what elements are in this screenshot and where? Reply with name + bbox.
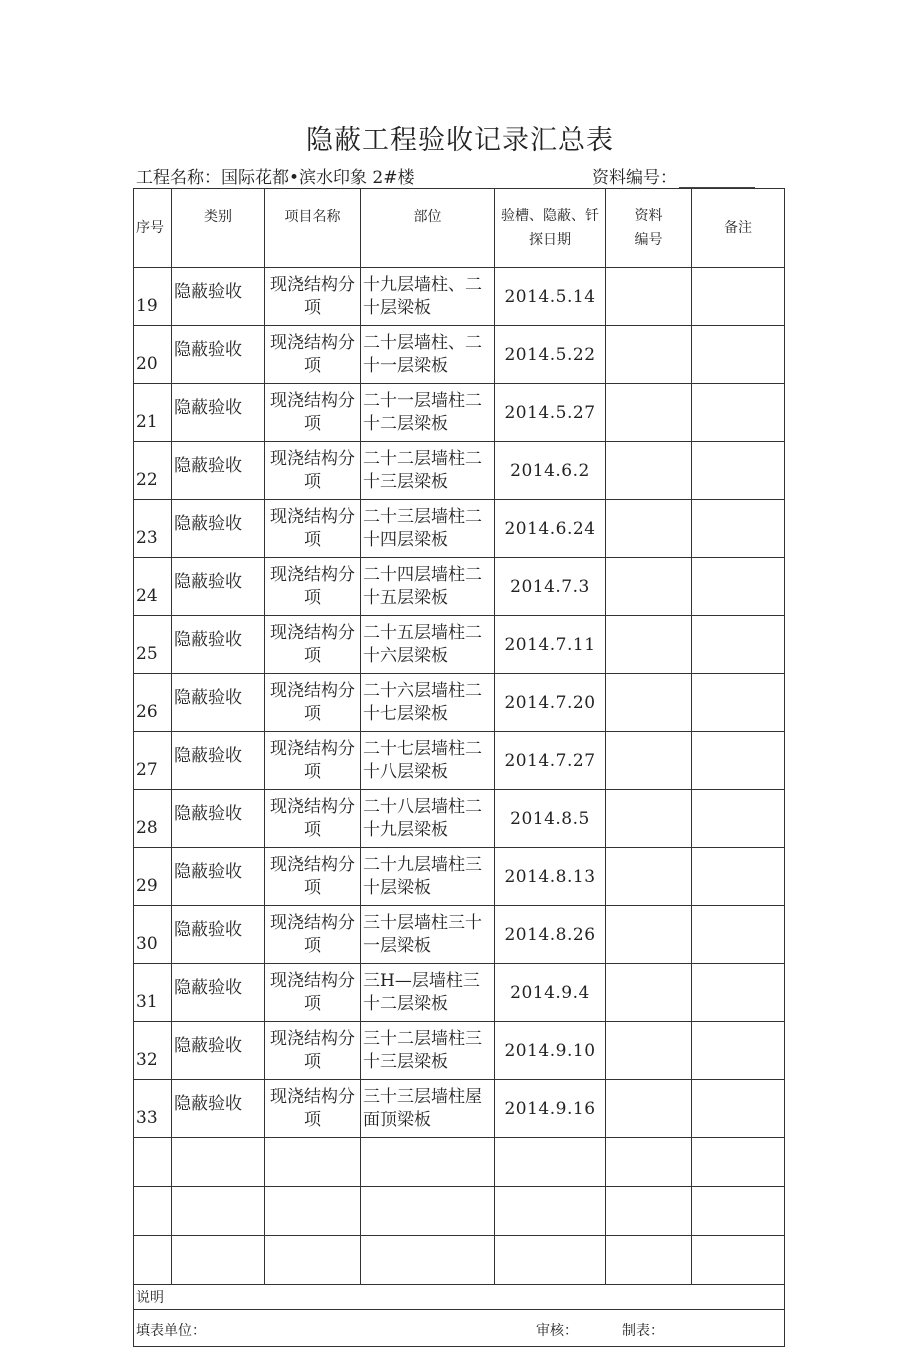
header-project: 项目名称 [265,189,361,268]
row-project-line1: 现浇结构分 [270,274,355,295]
row-part-line2: 一层梁板 [363,935,431,956]
row-doc-no [606,1022,692,1080]
row-category: 隐蔽验收 [172,442,265,500]
row-seq: 20 [134,326,172,384]
row-part-line2: 十二层梁板 [363,993,448,1014]
row-seq: 26 [134,674,172,732]
row-doc-no [606,964,692,1022]
row-part-line2: 十六层梁板 [363,645,448,666]
row-doc-no [606,1080,692,1138]
row-project [265,964,361,1022]
row-project-line2: 项 [304,935,321,956]
row-part [361,1022,495,1080]
row-project [265,500,361,558]
row-project [265,1080,361,1138]
row-doc-no [606,384,692,442]
row-part-line1: 二十一层墙柱二 [363,390,482,411]
blank-row [134,1138,785,1187]
row-seq: 30 [134,906,172,964]
row-part-line1: 二十四层墙柱二 [363,564,482,585]
row-date: 2014.8.5 [495,790,606,848]
table-row [134,268,785,326]
row-project [265,442,361,500]
row-remark [692,1022,785,1080]
row-project-line2: 项 [304,1051,321,1072]
row-date: 2014.9.16 [495,1080,606,1138]
table-row [134,1080,785,1138]
row-project-line1: 现浇结构分 [270,1086,355,1107]
row-part-line2: 十四层梁板 [363,529,448,550]
row-project [265,790,361,848]
row-part-line2: 十一层梁板 [363,355,448,376]
header-remark: 备注 [692,189,785,268]
header-doc-no [606,189,692,268]
row-project-line2: 项 [304,587,321,608]
row-part-line2: 十二层梁板 [363,413,448,434]
header-category: 类别 [172,189,265,268]
row-category: 隐蔽验收 [172,558,265,616]
row-project-line1: 现浇结构分 [270,854,355,875]
fill-unit-label: 填表单位： [136,1323,206,1339]
row-project [265,558,361,616]
blank-row [134,1187,785,1236]
row-doc-no [606,442,692,500]
row-project-line2: 项 [304,993,321,1014]
row-category: 隐蔽验收 [172,848,265,906]
row-part [361,848,495,906]
row-part-line1: 二十六层墙柱二 [363,680,482,701]
header-part: 部位 [361,189,495,268]
row-doc-no [606,268,692,326]
row-seq: 23 [134,500,172,558]
note-row [134,1285,785,1310]
row-part-line2: 十八层梁板 [363,761,448,782]
row-seq: 31 [134,964,172,1022]
row-remark [692,790,785,848]
row-remark [692,616,785,674]
row-category: 隐蔽验收 [172,1022,265,1080]
row-part [361,384,495,442]
row-category: 隐蔽验收 [172,732,265,790]
row-remark [692,674,785,732]
row-category: 隐蔽验收 [172,1080,265,1138]
row-date: 2014.7.3 [495,558,606,616]
row-project [265,616,361,674]
row-doc-no [606,616,692,674]
table-body [134,268,785,1138]
row-remark [692,442,785,500]
row-part [361,616,495,674]
row-part [361,732,495,790]
row-project-line2: 项 [304,529,321,550]
row-project-line1: 现浇结构分 [270,506,355,527]
row-project-line1: 现浇结构分 [270,448,355,469]
row-part-line2: 十层梁板 [363,297,431,318]
row-date: 2014.6.2 [495,442,606,500]
page-title: 隐蔽工程验收记录汇总表 [306,125,614,156]
row-project [265,674,361,732]
row-seq: 25 [134,616,172,674]
row-category: 隐蔽验收 [172,964,265,1022]
row-category: 隐蔽验收 [172,790,265,848]
footer-row [134,1310,785,1347]
row-part-line2: 十三层梁板 [363,471,448,492]
row-part [361,1080,495,1138]
project-name: 工程名称：国际花都•滨水印象 2#楼 [136,168,415,188]
row-date: 2014.8.13 [495,848,606,906]
row-project [265,384,361,442]
row-remark [692,500,785,558]
row-project-line2: 项 [304,819,321,840]
table-row [134,732,785,790]
row-date: 2014.7.20 [495,674,606,732]
row-date: 2014.6.24 [495,500,606,558]
table-row [134,558,785,616]
row-remark [692,268,785,326]
row-part [361,268,495,326]
row-remark [692,326,785,384]
summary-table [133,188,785,1347]
row-part [361,964,495,1022]
row-part [361,790,495,848]
table-row [134,326,785,384]
row-seq: 24 [134,558,172,616]
row-part-line2: 面顶梁板 [363,1109,431,1130]
row-project-line2: 项 [304,703,321,724]
row-project [265,732,361,790]
row-project-line1: 现浇结构分 [270,332,355,353]
row-date: 2014.9.10 [495,1022,606,1080]
document-number-label: 资料编号： [592,168,677,188]
row-date: 2014.7.27 [495,732,606,790]
row-part-line2: 十九层梁板 [363,819,448,840]
footer-cell [134,1310,785,1347]
header-row [134,189,785,268]
row-part-line1: 二十层墙柱、二 [363,332,482,353]
row-part [361,906,495,964]
maker-label: 制表： [622,1323,664,1339]
row-part-line1: 二十三层墙柱二 [363,506,482,527]
blank-row [134,1236,785,1285]
row-date: 2014.5.27 [495,384,606,442]
document-number [592,163,755,188]
row-part-line1: 三十二层墙柱三 [363,1028,482,1049]
row-category: 隐蔽验收 [172,500,265,558]
row-remark [692,1080,785,1138]
row-project-line2: 项 [304,645,321,666]
row-doc-no [606,906,692,964]
row-doc-no [606,848,692,906]
row-project-line1: 现浇结构分 [270,738,355,759]
row-doc-no [606,326,692,384]
row-seq: 33 [134,1080,172,1138]
row-part [361,500,495,558]
table-row [134,616,785,674]
header-seq: 序号 [134,189,172,268]
row-part-line1: 三十层墙柱三十 [363,912,482,933]
table-row [134,442,785,500]
row-seq: 22 [134,442,172,500]
row-part-line1: 十九层墙柱、二 [363,274,482,295]
row-part-line1: 二十七层墙柱二 [363,738,482,759]
table-row [134,674,785,732]
header-date-line1: 验槽、隐蔽、钎 [501,208,599,224]
row-project-line1: 现浇结构分 [270,390,355,411]
row-part-line2: 十三层梁板 [363,1051,448,1072]
row-project-line2: 项 [304,877,321,898]
row-date: 2014.7.11 [495,616,606,674]
row-date: 2014.9.4 [495,964,606,1022]
row-project-line2: 项 [304,413,321,434]
row-part-line1: 二十九层墙柱三 [363,854,482,875]
row-remark [692,848,785,906]
row-part-line2: 十五层梁板 [363,587,448,608]
header-doc-line2: 编号 [634,232,663,248]
row-part [361,674,495,732]
row-category: 隐蔽验收 [172,268,265,326]
header-doc-line1: 资料 [634,208,663,224]
row-category: 隐蔽验收 [172,674,265,732]
row-remark [692,732,785,790]
row-project-line1: 现浇结构分 [270,912,355,933]
table-row [134,964,785,1022]
row-remark [692,558,785,616]
row-project-line1: 现浇结构分 [270,564,355,585]
row-project [265,326,361,384]
row-project-line2: 项 [304,355,321,376]
row-doc-no [606,558,692,616]
row-project-line2: 项 [304,297,321,318]
row-project-line1: 现浇结构分 [270,796,355,817]
row-seq: 19 [134,268,172,326]
document-number-blank [679,171,755,188]
row-project-line2: 项 [304,761,321,782]
row-project [265,1022,361,1080]
table-row [134,384,785,442]
row-category: 隐蔽验收 [172,384,265,442]
row-project-line1: 现浇结构分 [270,680,355,701]
row-category: 隐蔽验收 [172,326,265,384]
row-seq: 28 [134,790,172,848]
row-seq: 29 [134,848,172,906]
row-remark [692,906,785,964]
row-project-line1: 现浇结构分 [270,622,355,643]
row-project-line2: 项 [304,1109,321,1130]
row-part-line1: 二十五层墙柱二 [363,622,482,643]
row-seq: 27 [134,732,172,790]
table-row [134,790,785,848]
row-doc-no [606,674,692,732]
row-doc-no [606,732,692,790]
table-row [134,500,785,558]
table-row [134,906,785,964]
row-category: 隐蔽验收 [172,906,265,964]
row-part [361,558,495,616]
header-date [495,189,606,268]
row-category: 隐蔽验收 [172,616,265,674]
row-part-line1: 二十二层墙柱二 [363,448,482,469]
table-row [134,848,785,906]
row-remark [692,964,785,1022]
row-project [265,848,361,906]
row-date: 2014.8.26 [495,906,606,964]
row-seq: 32 [134,1022,172,1080]
row-date: 2014.5.22 [495,326,606,384]
row-date: 2014.5.14 [495,268,606,326]
row-part-line1: 三H—层墙柱三 [363,970,480,991]
row-remark [692,384,785,442]
row-part [361,442,495,500]
row-seq: 21 [134,384,172,442]
row-part-line1: 三十三层墙柱屋 [363,1086,482,1107]
audit-label: 审核： [536,1323,578,1339]
row-doc-no [606,790,692,848]
header-date-line2: 探日期 [529,232,571,248]
row-project [265,268,361,326]
table-row [134,1022,785,1080]
note-label: 说明 [134,1285,785,1310]
row-project-line1: 现浇结构分 [270,1028,355,1049]
row-part [361,326,495,384]
row-part-line1: 二十八层墙柱二 [363,796,482,817]
row-doc-no [606,500,692,558]
row-part-line2: 十层梁板 [363,877,431,898]
row-project [265,906,361,964]
row-project-line2: 项 [304,471,321,492]
row-part-line2: 十七层梁板 [363,703,448,724]
row-project-line1: 现浇结构分 [270,970,355,991]
